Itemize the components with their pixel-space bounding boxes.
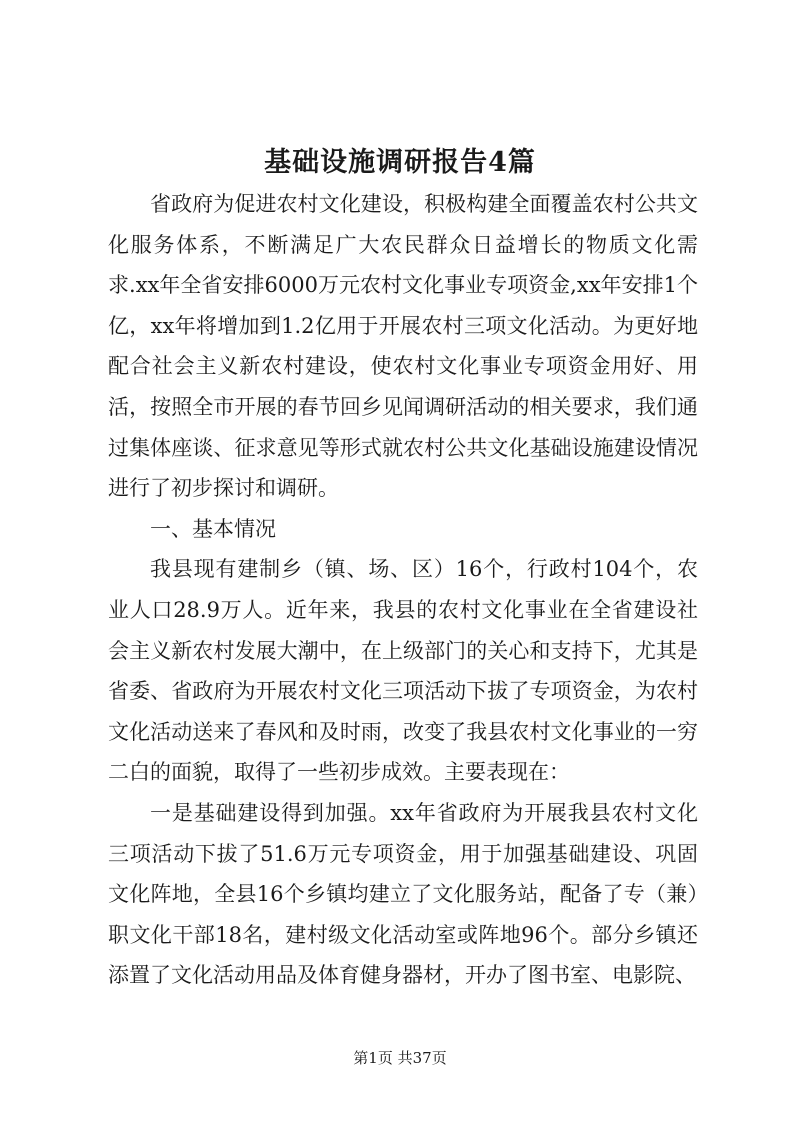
intro-paragraph: 省政府为促进农村文化建设，积极构建全面覆盖农村公共文化服务体系，不断满足广大农民群众日益增长的物质文化需求.xx年全省安排6000万元农村文化事业专项资金,xx年安排1个亿，xx年将增加到1.2亿用于开展农村三项文化活动。为更好地配合社会主义新农村建设，使农村文化事业专项资金用好、用活，按照全市开展的春节回乡见闻调研活动的相关要求，我们通过集体座谈、征求意见等形式就农村公共文化基础设施建设情况进行了初步探讨和调研。 — [108, 192, 698, 501]
section-paragraph: 我县现有建制乡（镇、场、区）16个，行政村104个，农业人口28.9万人。近年来，我县的农村文化事业在全省建设社会主义新农村发展大潮中，在上级部门的关心和支持下，尤其是省委、省政府为开展农村文化三项活动下拔了专项资金，为农村文化活动送来了春风和及时雨，改变了我县农村文化事业的一穷二白的面貌，取得了一些初步成效。主要表现在： — [108, 557, 698, 785]
section-paragraph: 一是基础建设得到加强。xx年省政府为开展我县农村文化三项活动下拔了51.6万元专项资金，用于加强基础建设、巩固文化阵地，全县16个乡镇均建立了文化服务站，配备了专（兼）职文化干部18名，建村级文化活动室或阵地96个。部分乡镇还添置了文化活动用品及体育健身器材，开办了图书室、电影院、 — [108, 800, 698, 988]
document-body — [108, 184, 698, 996]
page-number: 第1页 共37页 — [353, 1049, 447, 1067]
section-heading: 一、基本情况 — [150, 516, 276, 541]
document-title: 基础设施调研报告4篇 — [264, 147, 536, 178]
